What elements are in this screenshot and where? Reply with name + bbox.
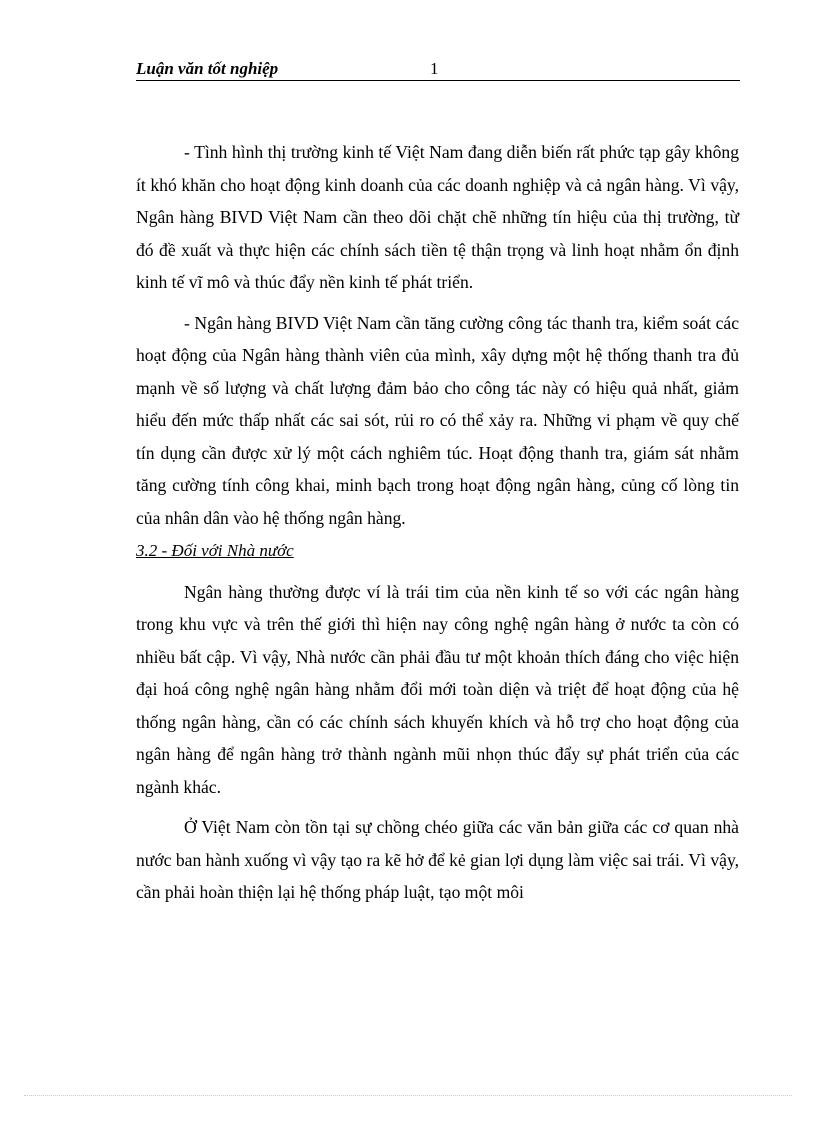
paragraph-market-situation: - Tình hình thị trường kinh tế Việt Nam đang diễn biến rất phức tạp gây không ít khó khăn cho hoạt động kinh doanh của các doanh nghiệp và cả ngân hàng. Vì vậy, Ngân hàng BIVD Việt Nam cần theo dõi chặt chẽ những tín hiệu của thị trường, từ đó đề xuất và thực hiện các chính sách tiền tệ thận trọng và linh hoạt nhằm ổn định kinh tế vĩ mô và thúc đẩy nền kinh tế phát triển.	[136, 142, 739, 292]
paragraph-bank-technology: Ngân hàng thường được ví là trái tim của nền kinh tế so với các ngân hàng trong khu vực và trên thế giới thì hiện nay công nghệ ngân hàng ở nước ta còn có nhiều bất cập. Vì vậy, Nhà nước cần phải đầu tư một khoản thích đáng cho việc hiện đại hoá công nghệ ngân hàng nhằm đổi mới toàn diện và triệt để hoạt động của hệ thống ngân hàng, cần có các chính sách khuyến khích và hỗ trợ cho hoạt động của ngân hàng để ngân hàng trở thành ngành mũi nhọn thúc đẩy sự phát triển của các ngành khác.	[136, 581, 739, 797]
section-heading: 3.2 - Đối với Nhà nước	[136, 541, 294, 560]
page-number: 1	[430, 59, 439, 78]
document-title: Luận văn tốt nghiệp	[136, 59, 279, 78]
page-header	[136, 58, 740, 81]
paragraph-inspection: - Ngân hàng BIVD Việt Nam cần tăng cường công tác thanh tra, kiểm soát các hoạt động của Ngân hàng thành viên của mình, xây dựng một hệ thống thanh tra đủ mạnh về số lượng và chất lượng đảm bảo cho công tác này có hiệu quả nhất, giảm hiểu đến mức thấp nhất các sai sót, rủi ro có thể xảy ra. Những vi phạm về quy chế tín dụng cần được xử lý một cách nghiêm túc. Hoạt động thanh tra, giám sát nhằm tăng cường tính công khai, minh bạch trong hoạt động ngân hàng, củng cố lòng tin của nhân dân vào hệ thống ngân hàng.	[136, 312, 739, 528]
document-body	[136, 136, 739, 909]
paragraph-legal-system: Ở Việt Nam còn tồn tại sự chồng chéo giữa các văn bản giữa các cơ quan nhà nước ban hành xuống vì vậy tạo ra kẽ hở để kẻ gian lợi dụng làm việc sai trái. Vì vậy, cần phải hoàn thiện lại hệ thống pháp luật, tạo một môi	[136, 817, 739, 902]
page-bottom-divider	[24, 1095, 792, 1096]
